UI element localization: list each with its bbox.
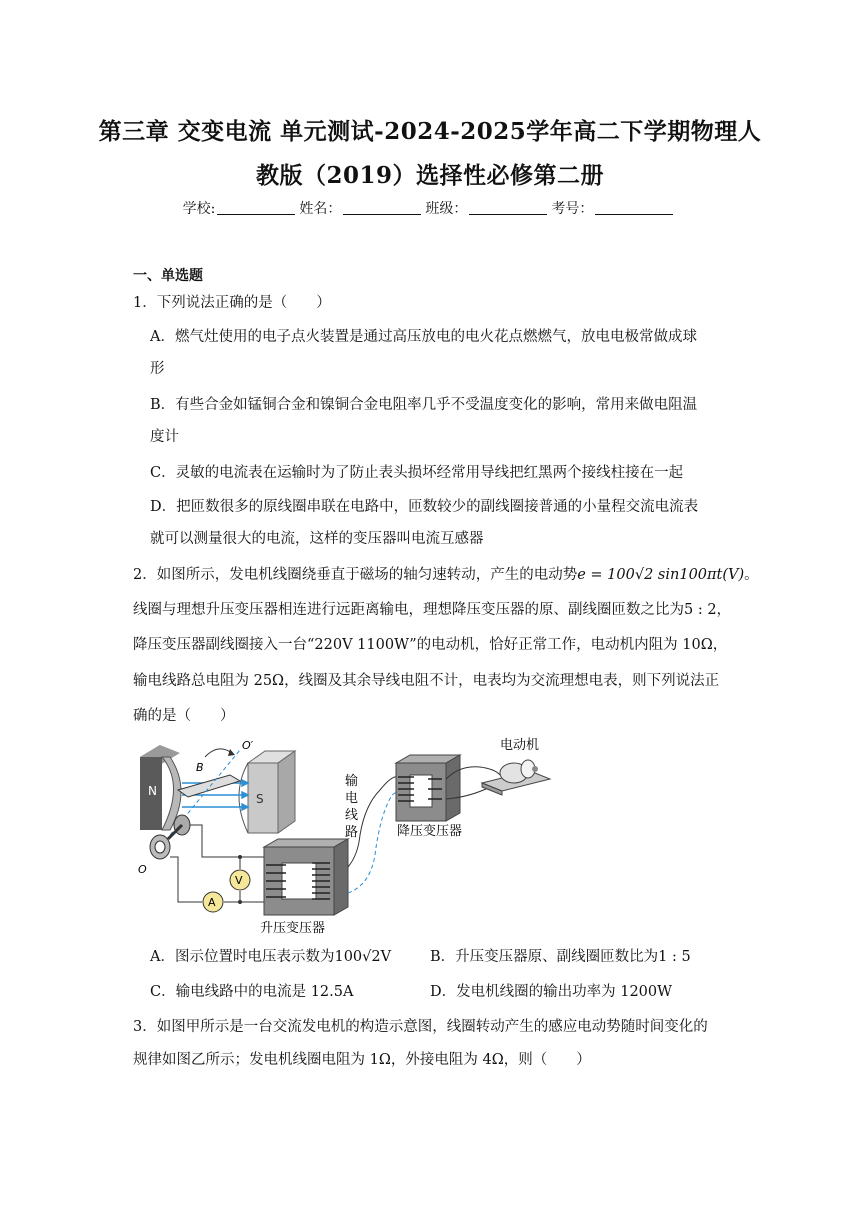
title-line-2: 教版（2019）选择性必修第二册 xyxy=(255,162,604,189)
q1-option-a-line2: 形 xyxy=(150,361,165,377)
q1-stem: 1．下列说法正确的是（ ） xyxy=(133,295,331,311)
q2-option-c: C．输电线路中的电流是 12.5A xyxy=(150,984,354,1000)
q2-line-4: 输电线路总电阻为 25Ω，线圈及其余导线电阻不计，电表均为交流理想电表，则下列说法正 xyxy=(133,673,720,689)
q2-line-1-end: 。 xyxy=(744,567,759,583)
class-label: 班级： xyxy=(425,201,468,217)
number-blank xyxy=(595,200,673,215)
label-line-2: 电 xyxy=(345,791,359,806)
q1-option-b-line2: 度计 xyxy=(150,429,179,445)
label-step-down-transformer: 降压变压器 xyxy=(397,824,463,839)
q3-line-1: 3．如图甲所示是一台交流发电机的构造示意图，线圈转动产生的感应电动势随时间变化的 xyxy=(133,1019,708,1035)
label-n: N xyxy=(148,784,157,798)
q1-option-c: C．灵敏的电流表在运输时为了防止表头损坏经常用导线把红黑两个接线柱接在一起 xyxy=(150,465,684,481)
q2-line-1 xyxy=(133,563,759,584)
label-a: A xyxy=(208,896,216,909)
q2-option-d: D．发电机线圈的输出功率为 1200W xyxy=(430,984,673,1000)
label-o-prime: O′ xyxy=(242,739,254,752)
label-step-up-transformer: 升压变压器 xyxy=(260,921,326,936)
q2-option-b: B．升压变压器原、副线圈匝数比为1 : 5 xyxy=(430,949,691,965)
q2-line-2: 线圈与理想升压变压器相连进行远距离输电，理想降压变压器的原、副线圈匝数之比为5 : 2， xyxy=(133,602,732,618)
label-line-1: 输 xyxy=(345,774,359,789)
q2-line-5: 确的是（ ） xyxy=(133,708,235,724)
label-motor: 电动机 xyxy=(500,738,540,753)
label-line-4: 路 xyxy=(345,825,359,840)
label-s: S xyxy=(256,792,264,806)
name-blank xyxy=(343,200,421,215)
label-line-3: 线 xyxy=(345,808,359,823)
name-label: 姓名： xyxy=(299,201,342,217)
label-b: B xyxy=(196,761,204,774)
q1-option-d-line1: D．把匝数很多的原线圈串联在电路中，匝数较少的副线圈接普通的小量程交流电流表 xyxy=(150,499,699,515)
transmission-figure xyxy=(130,735,570,940)
class-blank xyxy=(469,200,547,215)
q1-option-b-line1: B．有些合金如锰铜合金和镍铜合金电阻率几乎不受温度变化的影响，常用来做电阻温 xyxy=(150,397,698,413)
q3-line-2: 规律如图乙所示；发电机线圈电阻为 1Ω，外接电阻为 4Ω，则（ ） xyxy=(133,1052,591,1068)
label-v: V xyxy=(235,874,243,887)
school-blank xyxy=(217,200,295,215)
label-o: O xyxy=(138,863,147,876)
q1-option-d-line2: 就可以测量很大的电流，这样的变压器叫电流互感器 xyxy=(150,531,484,547)
q2-option-a: A．图示位置时电压表示数为100√2V xyxy=(150,949,392,965)
title-line-1: 第三章 交变电流 单元测试-2024-2025学年高二下学期物理人 xyxy=(98,118,762,145)
motor xyxy=(482,760,550,795)
step-down-transformer xyxy=(396,755,460,821)
magnet-s xyxy=(239,751,295,833)
school-label: 学校: xyxy=(182,201,216,217)
q2-line-3: 降压变压器副线圈接入一台“220V 1100W”的电动机，恰好正常工作，电动机内阻为 10Ω， xyxy=(133,637,728,653)
step-up-transformer xyxy=(264,839,348,915)
q1-option-a-line1: A．燃气灶使用的电子点火装置是通过高压放电的电火花点燃燃气，放电电极常做成球 xyxy=(150,329,697,345)
number-label: 考号： xyxy=(551,201,594,217)
magnet-n xyxy=(140,745,181,830)
student-info-row xyxy=(0,198,860,218)
q2-emf-formula: e = 100√2 sin100πt(V) xyxy=(577,567,745,583)
q2-line-1-text: 2．如图所示，发电机线圈绕垂直于磁场的轴匀速转动，产生的电动势 xyxy=(133,567,578,583)
section-heading: 一、单选题 xyxy=(133,268,203,284)
